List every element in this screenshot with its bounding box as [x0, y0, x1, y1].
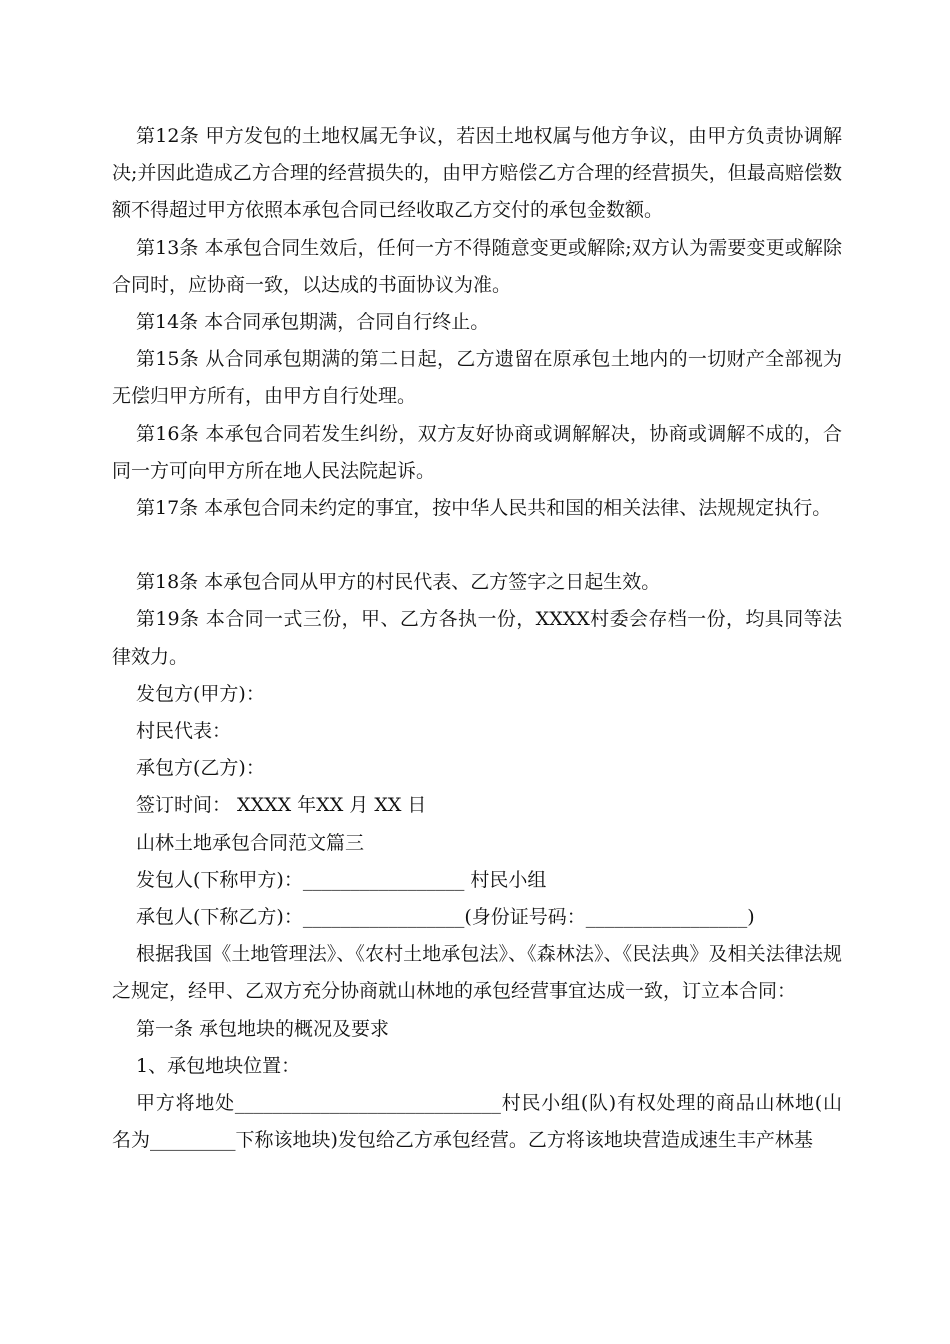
signing-date: 签订时间： XXXX 年XX 月 XX 日 [136, 794, 427, 817]
article-17: 第17条 本承包合同未约定的事宜，按中华人民共和国的相关法律、法规规定执行。 [136, 497, 832, 520]
article-13: 第13条 本承包合同生效后，任何一方不得随意变更或解除;双方认为需要变更或解除合同时，应协商一致，以达成的书面协议为准。 [112, 236, 842, 296]
document-page [112, 118, 842, 1159]
article-15: 第15条 从合同承包期满的第二日起，乙方遗留在原承包土地内的一切财产全部视为无偿归甲方所有，由甲方自行处理。 [112, 348, 842, 408]
article-18: 第18条 本承包合同从甲方的村民代表、乙方签字之日起生效。 [136, 571, 661, 594]
article-one-heading: 第一条 承包地块的概况及要求 [136, 1017, 390, 1040]
article-19: 第19条 本合同一式三份，甲、乙方各执一份，XXXX村委会存档一份，均具同等法律效力。 [112, 608, 842, 668]
village-representative-label: 村民代表： [136, 720, 232, 743]
article-12: 第12条 甲方发包的土地权属无争议，若因土地权属与他方争议，由甲方负责协调解决;并因此造成乙方合理的经营损失的，由甲方赔偿乙方合理的经营损失，但最高赔偿数额不得超过甲方依照本承包合同已经收取乙方交付的承包金数额。 [112, 125, 842, 222]
plot-location-text: 甲方将地处____________________________村民小组(队)有权处理的商品山林地(山名为_________下称该地块)发包给乙方承包经营。乙方将该地块营造成速生丰产林基 [112, 1092, 842, 1152]
plot-location-heading: 1、承包地块位置： [136, 1054, 301, 1077]
article-16: 第16条 本承包合同若发生纠纷，双方友好协商或调解解决，协商或调解不成的，合同一方可向甲方所在地人民法院起诉。 [112, 422, 842, 482]
contractor-line: 承包人(下称乙方)：_________________(身份证号码：_________________) [136, 906, 755, 929]
blank-line [112, 527, 842, 564]
article-14: 第14条 本合同承包期满，合同自行终止。 [136, 311, 490, 334]
section-title: 山林土地承包合同范文篇三 [136, 831, 365, 854]
preamble: 根据我国《土地管理法》、《农村土地承包法》、《森林法》、《民法典》及相关法律法规之规定，经甲、乙双方充分协商就山林地的承包经营事宜达成一致，订立本合同： [112, 943, 842, 1003]
party-b-label: 承包方(乙方)： [136, 757, 265, 780]
party-a-label: 发包方(甲方)： [136, 682, 265, 705]
employer-line: 发包人(下称甲方)：_________________ 村民小组 [136, 868, 547, 891]
